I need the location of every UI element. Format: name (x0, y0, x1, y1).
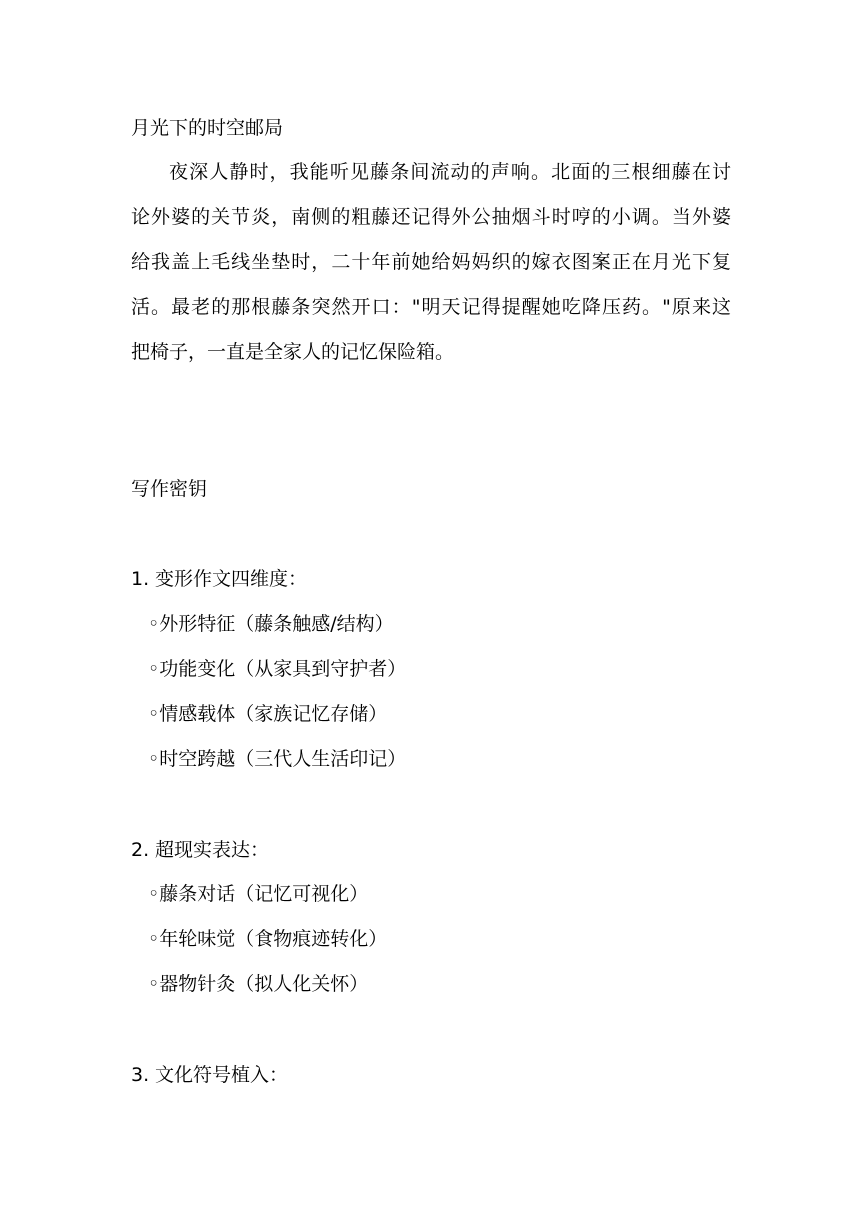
list-item: ◦情感载体（家族记忆存储） (148, 703, 388, 725)
paragraph-line: 把椅子，一直是全家人的记忆保险箱。 (131, 341, 455, 363)
list-heading-3 (131, 1062, 288, 1088)
list-item: ◦时空跨越（三代人生活印记） (148, 748, 407, 770)
list-title: 文化符号植入： (155, 1064, 289, 1086)
story-title: 月光下的时空邮局 (131, 117, 284, 139)
list-number: 1. (131, 568, 150, 590)
paragraph-line: 夜深人静时，我能听见藤条间流动的声响。北面的三根细藤在讨 (169, 161, 731, 183)
paragraph-line: 活。最老的那根藤条突然开口："明天记得提醒她吃降压药。"原来这 (131, 296, 731, 318)
list-item: ◦藤条对话（记忆可视化） (148, 883, 369, 905)
list-title: 变形作文四维度： (155, 568, 308, 590)
section-heading: 写作密钥 (131, 478, 208, 500)
list-item: ◦功能变化（从家具到守护者） (148, 658, 407, 680)
paragraph-line: 论外婆的关节炎，南侧的粗藤还记得外公抽烟斗时哼的小调。当外婆 (131, 206, 731, 228)
list-heading-2 (131, 837, 269, 863)
list-number: 2. (131, 839, 150, 861)
list-item: ◦年轮味觉（食物痕迹转化） (148, 928, 388, 950)
paragraph-line: 给我盖上毛线坐垫时，二十年前她给妈妈织的嫁衣图案正在月光下复 (131, 251, 731, 273)
list-item: ◦外形特征（藤条触感/结构） (148, 613, 394, 635)
list-number: 3. (131, 1064, 150, 1086)
list-title: 超现实表达： (155, 839, 270, 861)
list-heading-1 (131, 566, 307, 592)
list-item: ◦器物针灸（拟人化关怀） (148, 973, 369, 995)
